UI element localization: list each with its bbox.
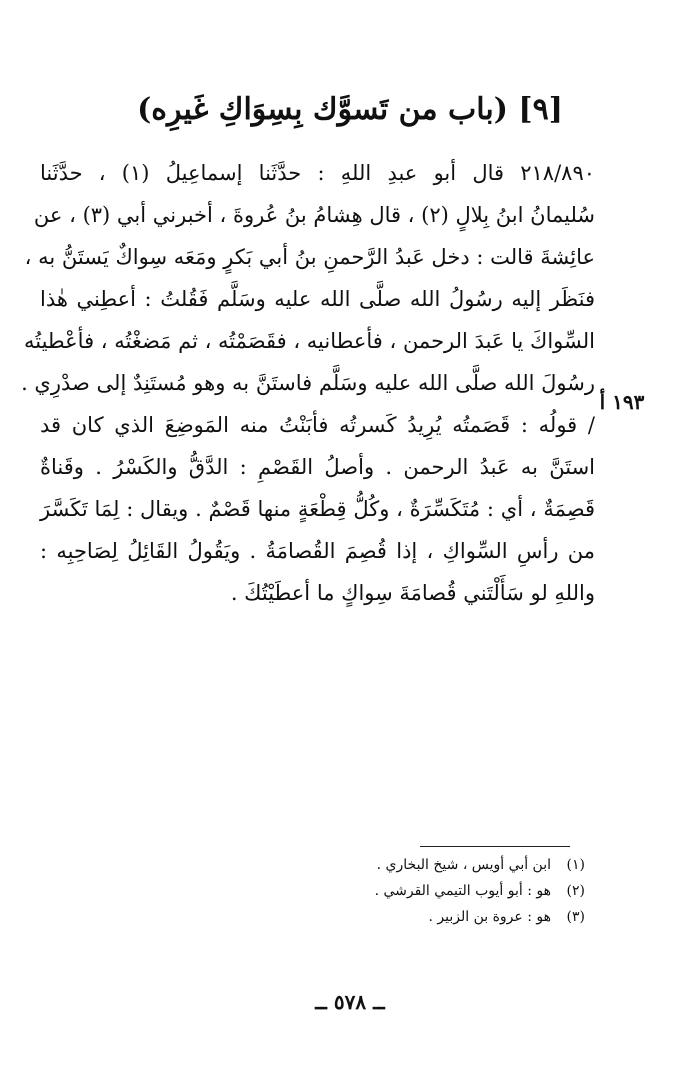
body-line: من رأسِ السِّواكِ ، إذا قُصِمَ القُصامَةُ . ويَقُولُ القَائِلُ لِصَاحِبِه : — [40, 539, 595, 563]
footnote-text: هو : أبو أيوب التيمي القرشي . — [374, 883, 551, 899]
body-line: فنَظَر إليه رسُولُ الله صلَّى الله عليه وسَلَّم فَقُلتُ : أعطِني هٰذا — [40, 287, 595, 311]
body-line: ٢١٨/٨٩٠ قال أبو عبدِ اللهِ : حدَّثَنا إسماعِيلُ (١) ، حدَّثَنا — [40, 161, 596, 185]
footnote-number: (٣) — [566, 909, 585, 925]
footnotes — [200, 852, 585, 930]
body-line: عائِشةَ قالت : دخل عَبدُ الرَّحمنِ بنُ أبي بَكرٍ ومَعَه سِواكٌ يَستَنُّ به ، — [24, 245, 595, 269]
footnote — [200, 878, 585, 904]
footnote — [200, 852, 585, 878]
body-line: قَصِمَةٌ ، أي : مُتَكَسِّرَةٌ ، وكُلُّ قِطْعَةٍ منها قَصْمٌ . ويقال : لِمَا تَكَسَّرَ — [40, 497, 595, 521]
footnote-separator — [420, 846, 570, 847]
footnote-number: (٢) — [566, 883, 585, 899]
body-line: السِّواكَ يا عَبدَ الرحمن ، فأعطانيه ، فقَصَمْتُه ، ثم مَضغْتُه ، فأعْطيتُه — [23, 329, 595, 353]
footnote-text: هو : عروة بن الزبير . — [428, 909, 551, 925]
body-line: سُليمانُ ابنُ بِلالٍ (٢) ، قال هِشامُ بنُ عُروةَ ، أخبرني أبي (٣) ، عن — [33, 203, 595, 227]
body-line: / قولُه : قَصَمتُه يُرِيدُ كَسرتُه فأبَنْتُ منه المَوضِعَ الذي كان قد — [40, 413, 595, 437]
hadith-body — [21, 152, 596, 614]
body-line: واللهِ لو سَأَلْتَني قُصامَةَ سِواكٍ ما أعطَيْتُكَ . — [230, 581, 595, 605]
margin-folio-note: ١٩٣ أ — [599, 390, 645, 414]
body-line: رسُولَ الله صلَّى الله عليه وسَلَّم فاستَنَّ به وهو مُستَنِدٌ إلى صدْرِي . — [21, 371, 595, 395]
footnote-number: (١) — [566, 857, 585, 873]
page-number: ــ ٥٧٨ ــ — [315, 990, 385, 1014]
footnote-text: ابن أبي أويس ، شيخ البخاري . — [376, 857, 551, 873]
body-line: استَنَّ به عَبدُ الرحمن . وأصلُ القَصْمِ : الدَّقُّ والكَسْرُ . وقَناةٌ — [40, 455, 595, 479]
footnote — [200, 904, 585, 930]
chapter-title: [٩] (باب من تَسوَّك بِسِوَاكِ غَيرِه) — [137, 92, 563, 127]
